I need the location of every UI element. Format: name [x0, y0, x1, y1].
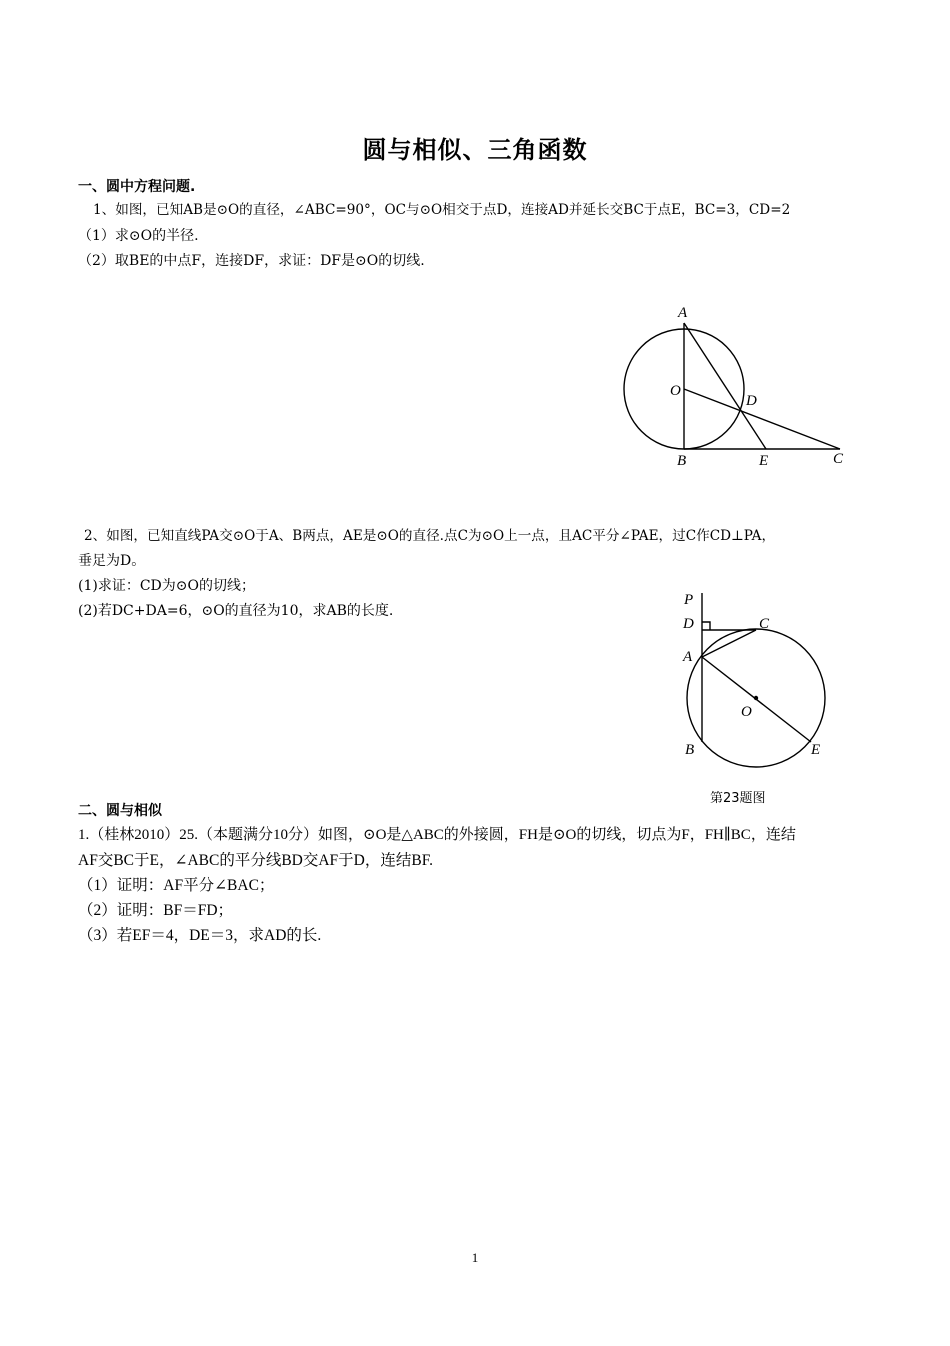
line-ae	[684, 323, 766, 449]
section2-line5: （3）若EF＝4，DE＝3，求AD的长.	[78, 927, 322, 944]
label-a: A	[683, 649, 693, 665]
label-a: A	[678, 305, 688, 321]
label-e: E	[811, 742, 821, 758]
section-heading-2: 二、圆与相似	[78, 803, 162, 819]
label-c: C	[759, 616, 770, 632]
section2-line2: AF交BC于E，∠ABC的平分线BD交AF于D，连结BF.	[78, 852, 433, 869]
label-p: P	[684, 592, 694, 608]
section-heading-1: 一、圆中方程问题.	[78, 179, 196, 195]
page-number: 1	[471, 1250, 479, 1265]
problem1-line2: （1）求⊙O的半径.	[78, 228, 199, 244]
label-o: O	[741, 704, 752, 720]
label-b: B	[685, 742, 695, 758]
line-oc	[684, 389, 840, 449]
figure-caption: 第23题图	[710, 791, 766, 806]
page-title: 圆与相似、三角函数	[362, 136, 588, 164]
problem2-line4: (2)若DC+DA=6，⊙O的直径为10，求AB的长度.	[78, 603, 394, 619]
center-dot	[754, 696, 758, 700]
problem1-line1: 1、如图，已知AB是⊙O的直径，∠ABC=90°，OC与⊙O相交于点D，连接AD并延长交BC于点E，BC=3，CD=2	[93, 202, 791, 218]
label-e: E	[759, 453, 769, 469]
label-c: C	[833, 451, 844, 467]
problem2-line1: 2、如图，已知直线PA交⊙O于A、B两点，AE是⊙O的直径.点C为⊙O上一点，且AC平分∠PAE，过C作CD⊥PA，	[84, 528, 776, 544]
figure-circle-tangent-2	[670, 585, 850, 810]
section2-line3: （1）证明：AF平分∠BAC；	[78, 877, 275, 894]
label-o: O	[670, 383, 681, 399]
section2-line4: （2）证明：BF＝FD；	[78, 902, 234, 919]
problem2-line3: (1)求证：CD为⊙O的切线；	[78, 578, 255, 594]
right-angle-mark	[702, 622, 710, 630]
problem2-line2: 垂足为D。	[78, 553, 146, 569]
label-d: D	[746, 393, 757, 409]
label-d: D	[683, 616, 694, 632]
figure-circle-tangent-1	[600, 295, 870, 480]
label-b: B	[677, 453, 687, 469]
section2-line1: 1.（桂林2010）25.（本题满分10分）如图，⊙O是△ABC的外接圆，FH是⊙O的切线，切点为F，FH∥BC，连结	[78, 827, 796, 843]
problem1-line3: （2）取BE的中点F，连接DF，求证：DF是⊙O的切线.	[78, 253, 425, 269]
